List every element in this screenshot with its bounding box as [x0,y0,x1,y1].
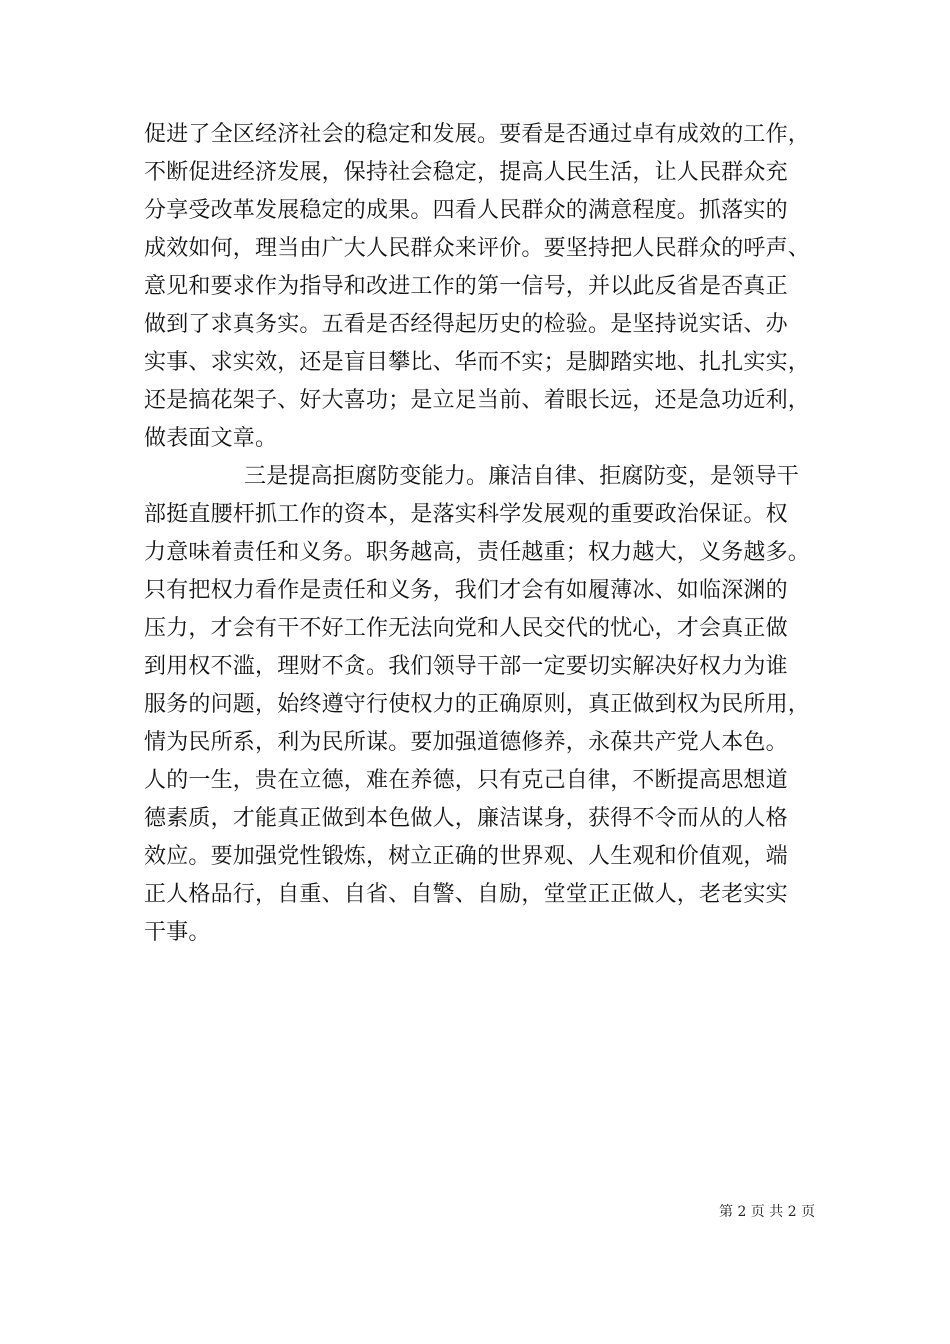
document-body [144,116,811,952]
text-line: 效应。要加强党性锻炼，树立正确的世界观、人生观和价值观，端 [144,844,788,869]
text-line: 德素质，才能真正做到本色做人，廉洁谋身，获得不令而从的人格 [144,806,788,831]
paragraph-start-line: 三是提高拒腐防变能力。廉洁自律、拒腐防变，是领导干 [244,464,800,489]
text-line: 干事。 [144,920,211,945]
text-line: 分享受改革发展稳定的成果。四看人民群众的满意程度。抓落实的 [144,198,788,223]
text-line: 服务的问题，始终遵守行使权力的正确原则，真正做到权为民所用， [144,692,811,717]
text-line: 情为民所系，利为民所谋。要加强道德修养，永葆共产党人本色。 [144,730,788,755]
text-line: 还是搞花架子、好大喜功；是立足当前、着眼长远，还是急功近利， [144,388,811,413]
text-line: 只有把权力看作是责任和义务，我们才会有如履薄冰、如临深渊的 [144,578,788,603]
text-line: 到用权不滥，理财不贪。我们领导干部一定要切实解决好权力为谁 [144,654,788,679]
text-line: 做到了求真务实。五看是否经得起历史的检验。是坚持说实话、办 [144,312,788,337]
text-line: 实事、求实效，还是盲目攀比、华而不实；是脚踏实地、扎扎实实， [144,350,811,375]
text-line: 人的一生，贵在立德，难在养德，只有克己自律，不断提高思想道 [144,768,788,793]
text-line: 意见和要求作为指导和改进工作的第一信号，并以此反省是否真正 [144,274,788,299]
text-line: 压力，才会有干不好工作无法向党和人民交代的忧心，才会真正做 [144,616,788,641]
page-number-footer: 第 2 页 共 2 页 [719,1204,816,1220]
text-line: 做表面文章。 [144,426,278,451]
text-line: 力意味着责任和义务。职务越高，责任越重；权力越大，义务越多。 [144,540,811,565]
text-line: 不断促进经济发展，保持社会稳定，提高人民生活，让人民群众充 [144,160,788,185]
text-line: 部挺直腰杆抓工作的资本，是落实科学发展观的重要政治保证。权 [144,502,788,527]
text-line: 成效如何，理当由广大人民群众来评价。要坚持把人民群众的呼声、 [144,236,811,261]
text-line: 促进了全区经济社会的稳定和发展。要看是否通过卓有成效的工作， [144,122,811,147]
text-line: 正人格品行，自重、自省、自警、自励，堂堂正正做人，老老实实 [144,882,788,907]
